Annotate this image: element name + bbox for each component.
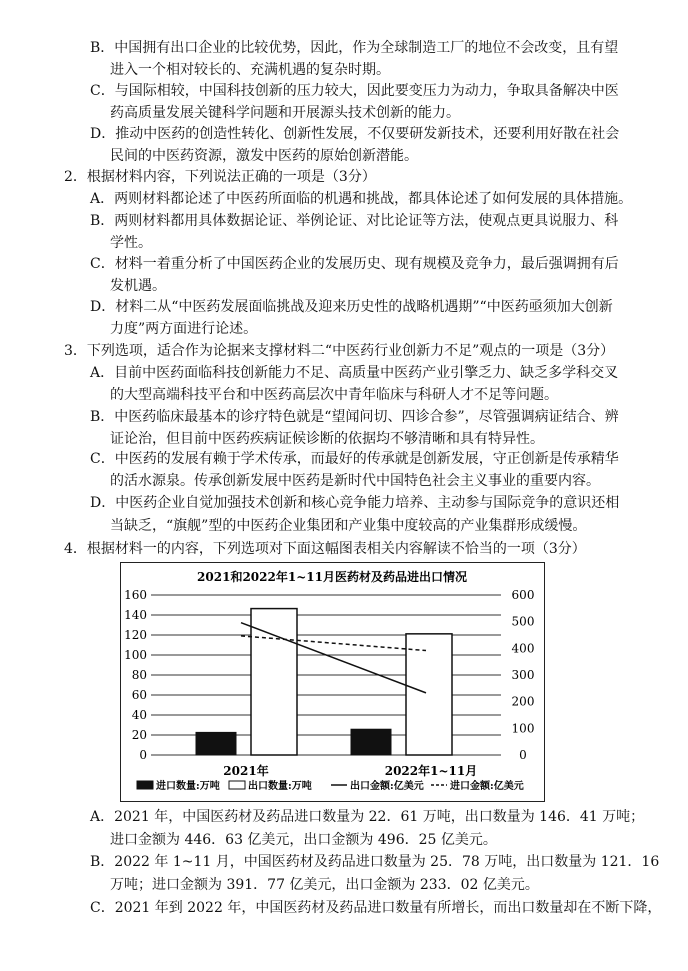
q2-option-c-line1: C．材料一着重分析了中国医药企业的发展历史、现有规模及竞争力，最后强调拥有后 [90, 256, 619, 272]
y-left-tick-label: 60 [131, 688, 147, 702]
import-export-chart [121, 563, 543, 800]
question-3-stem: 3．下列选项，适合作为论据来支撑材料二“中医药行业创新力不足”观点的一项是（3分） [64, 343, 615, 359]
y-right-tick-label: 300 [511, 668, 535, 682]
y-left-tick-label: 100 [124, 648, 147, 662]
q3-option-b-line2: 证论治，但目前中医药疾病证候诊断的依据均不够清晰和具有特异性。 [110, 431, 544, 447]
q3-option-d-line2: 当缺乏，“旗舰”型的中医药企业集团和产业集中度较高的产业集群形成缓慢。 [110, 518, 587, 534]
legend-label: 进口数量:万吨 [156, 781, 220, 792]
q4-option-b-line1: B．2022 年 1~11 月，中国医药材及药品进口数量为 25．78 万吨，出口数量为 121．16 [90, 854, 660, 870]
y-left-tick-label: 40 [131, 708, 147, 722]
option-d-line1: D．推动中医药的创造性转化、创新性发展，不仅要研发新技术，还要利用好散在社会 [90, 126, 620, 142]
q2-option-d-line1: D．材料二从“中医药发展面临挑战及迎来历史性的战略机遇期”“中医药亟须加大创新 [90, 299, 613, 315]
bar-export-2 [406, 634, 452, 755]
q3-option-b-line1: B．中医药临床最基本的诊疗特色就是“望闻问切、四诊合参”，尽管强调病证结合、辨 [90, 409, 619, 425]
y-left-tick-label: 0 [139, 748, 147, 762]
y-right-tick-label: 100 [511, 721, 535, 736]
y-right-tick-label: 200 [511, 694, 535, 709]
bar-import-2 [351, 729, 391, 755]
q2-option-b-line2: 学性。 [110, 235, 152, 251]
y-left-tick-label: 20 [131, 728, 147, 742]
option-d-line2: 民间的中医药资源，激发中医药的原始创新潜能。 [110, 148, 418, 164]
chart-title: 2021和2022年1~11月医药材及药品进出口情况 [197, 570, 467, 584]
q2-option-a: A．两则材料都论述了中医药所面临的机遇和挑战，都具体论述了如何发展的具体措施。 [90, 191, 633, 207]
category-label: 2021年 [223, 764, 269, 778]
legend-label: 出口金额:亿美元 [350, 781, 424, 792]
q2-option-d-line2: 力度”两方面进行论述。 [110, 321, 258, 337]
option-b-line2: 进入一个相对较长的、充满机遇的复杂时期。 [110, 62, 390, 78]
q4-option-b-line2: 万吨；进口金额为 391．77 亿美元，出口金额为 233．02 亿美元。 [110, 877, 539, 893]
option-c-line2: 药高质量发展关键科学问题和开展源头技术创新的能力。 [110, 105, 460, 121]
legend-label: 出口数量:万吨 [248, 781, 312, 792]
option-c-line1: C．与国际相较，中国科技创新的压力较大，因此要变压力为动力，争取具备解决中医 [90, 83, 619, 99]
legend-swatch [229, 781, 245, 789]
y-right-tick-label: 400 [511, 641, 535, 656]
y-right-tick-label: 500 [511, 614, 535, 629]
chart-frame [120, 562, 545, 802]
question-4-stem: 4．根据材料一的内容，下列选项对下面这幅图表相关内容解读不恰当的一项（3分） [64, 541, 586, 557]
bar-import-1 [196, 732, 236, 755]
q3-option-c-line1: C．中医药的发展有赖于学术传承，而最好的传承就是创新发展，守正创新是传承精华 [90, 451, 619, 467]
q3-option-a-line2: 的大型高端科技平台和中医药高层次中青年临床与科研人才不足等问题。 [110, 387, 558, 403]
y-left-tick-label: 80 [131, 668, 147, 682]
legend-swatch [137, 781, 153, 789]
q4-option-a-line2: 进口金额为 446．63 亿美元，出口金额为 496．25 亿美元。 [110, 832, 497, 848]
question-2-stem: 2．根据材料内容，下列说法正确的一项是（3分） [64, 169, 376, 185]
y-right-tick-label: 600 [511, 588, 535, 602]
q2-option-c-line2: 发机遇。 [110, 278, 166, 294]
legend-label: 进口金额:亿美元 [450, 781, 524, 792]
y-left-tick-label: 140 [124, 608, 147, 622]
q3-option-d-line1: D．中医药企业自觉加强技术创新和核心竞争能力培养、主动参与国际竞争的意识还相 [90, 495, 620, 511]
y-right-tick-label: 0 [519, 748, 527, 762]
y-left-tick-label: 160 [124, 588, 147, 602]
option-b-line1: B．中国拥有出口企业的比较优势，因此，作为全球制造工厂的地位不会改变，且有望 [90, 40, 619, 56]
q3-option-c-line2: 的活水源泉。传承创新发展中医药是新时代中国特色社会主义事业的重要内容。 [110, 473, 600, 489]
bar-export-1 [251, 609, 297, 755]
category-label: 2022年1~11月 [384, 764, 478, 778]
q3-option-a-line1: A．目前中医药面临科技创新能力不足、高质量中医药产业引擎乏力、缺乏多学科交叉 [90, 365, 619, 381]
q2-option-b-line1: B．两则材料都用具体数据论证、举例论证、对比论证等方法，使观点更具说服力、科 [90, 213, 619, 229]
q4-option-c-line1: C．2021 年到 2022 年，中国医药材及药品进口数量有所增长，而出口数量却在不断下降， [90, 900, 662, 916]
y-left-tick-label: 120 [124, 628, 147, 642]
q4-option-a-line1: A．2021 年，中国医药材及药品进口数量为 22．61 万吨，出口数量为 146．41 万吨； [90, 809, 645, 825]
